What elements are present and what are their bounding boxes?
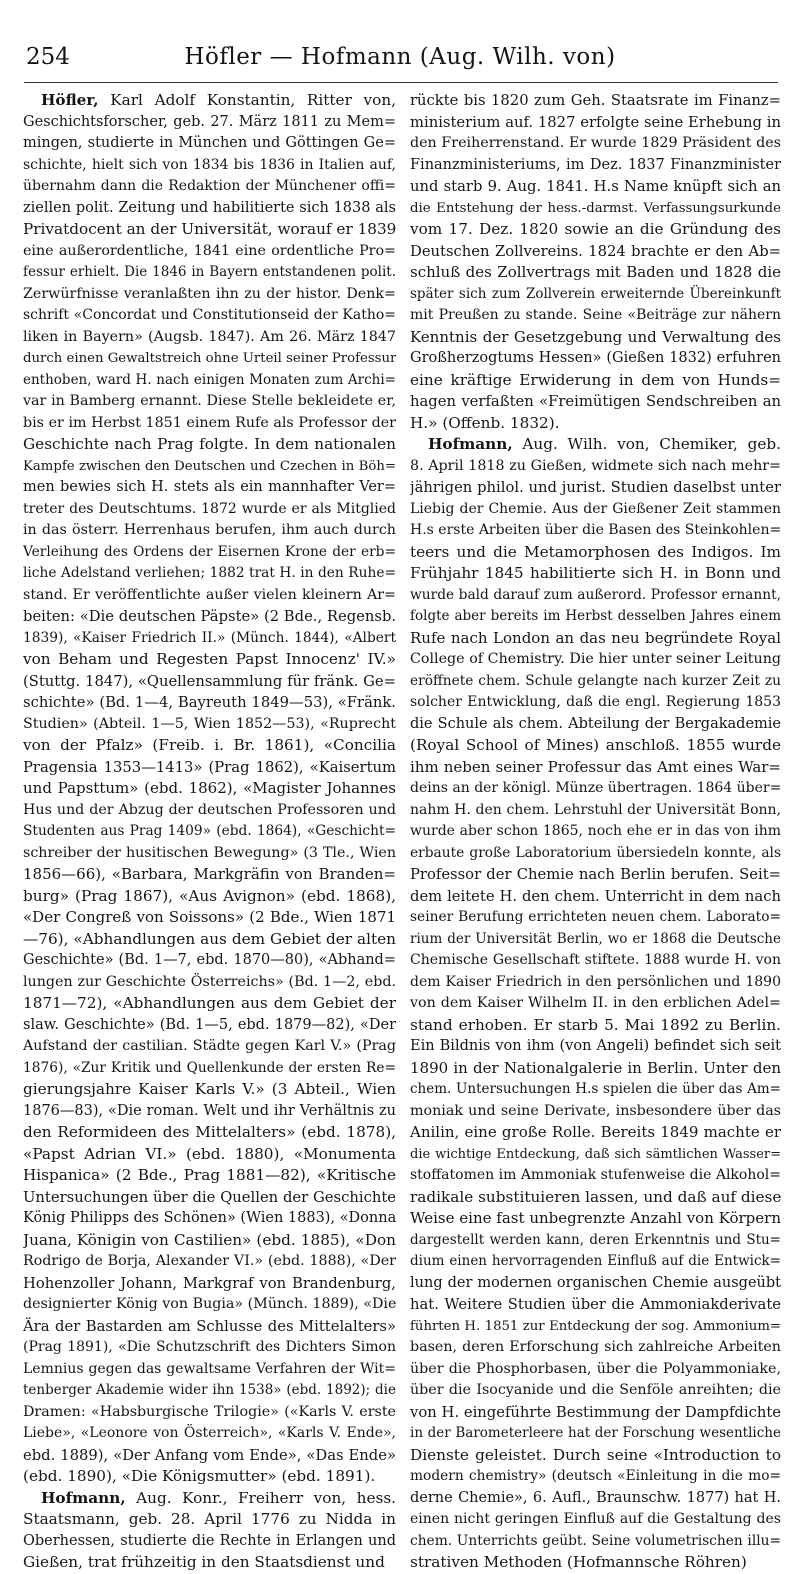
text-line: in das österr. Herrenhaus berufen, ihm auch durch	[23, 522, 396, 538]
text-line: Liebig der Chemie. Aus der Gießener Zeit stammen	[410, 500, 781, 517]
text-line: Hohenzoller Johann, Markgraf von Brandenburg,	[23, 1274, 396, 1292]
text-line: ihm neben seiner Professur das Amt eines War=	[410, 757, 781, 776]
text-line: Geschichte» (Bd. 1—7, ebd. 1870—80), «Abhand=	[23, 952, 396, 968]
text-line: Frühjahr 1845 habilitierte sich H. in Bonn und	[410, 564, 781, 582]
text-line: Professor der Chemie nach Berlin berufen. Seit=	[410, 866, 781, 883]
text-line: vom 17. Dez. 1820 sowie an die Gründung des	[410, 220, 781, 238]
entry-headword: Höfler,	[41, 91, 99, 109]
text-line: über die Isocyanide und die Senföle anreihten; die	[410, 1382, 781, 1398]
text-line: stand. Er veröffentlichte außer vielen kleinern Ar=	[23, 586, 396, 603]
text-line: den Reformideen des Mittelalters» (ebd. 1878),	[23, 1123, 396, 1141]
text-line: (Royal School of Mines) anschloß. 1855 wurde	[410, 736, 781, 754]
text-line: chem. Untersuchungen H.s spielen die über das Am=	[410, 1081, 781, 1097]
text-line: König Philipps des Schönen» (Wien 1883), «Donna	[23, 1210, 396, 1226]
text-line: Geschichtsforscher, geb. 27. März 1811 zu Mem=	[23, 113, 396, 130]
text-line: von dem Kaiser Wilhelm II. in den erblichen Adel=	[410, 995, 781, 1011]
entry-headword: Hofmann,	[41, 1488, 126, 1507]
text-line: einen nicht geringen Einfluß auf die Gestaltung des	[410, 1511, 781, 1527]
text-line: 8. April 1818 zu Gießen, widmete sich nach mehr=	[410, 457, 781, 474]
text-line: Anilin, eine große Rolle. Bereits 1849 machte er	[410, 1123, 781, 1141]
text-line: moniak und seine Derivate, insbesondere über das	[410, 1102, 781, 1119]
text-line: später sich zum Zollverein erweiternde Übereinkunft	[410, 285, 781, 302]
text-line: die wichtige Entdeckung, daß sich sämtlichen Wasser=	[410, 1146, 781, 1162]
text-line: Rodrigo de Borja, Alexander VI.» (ebd. 1888), «Der	[23, 1253, 396, 1269]
text-line: Studien» (Abteil. 1—5, Wien 1852—53), «Ruprecht	[23, 715, 396, 732]
text-line: Großherzogtums Hessen» (Gießen 1832) erfuhren	[410, 350, 781, 366]
text-line: Zerwürfnisse veranlaßten ihn zu der histor. Denk=	[23, 285, 396, 302]
right-column	[410, 90, 781, 1574]
text-line: Untersuchungen über die Quellen der Geschichte	[23, 1188, 396, 1206]
text-line: die Schule als chem. Abteilung der Bergakademie	[410, 715, 781, 732]
text-line: Ära der Bastarden am Schlusse des Mittelalters»	[23, 1317, 396, 1335]
text-line: hat. Weitere Studien über die Ammoniakderivate	[410, 1296, 781, 1313]
text-line: Aufstand der castilian. Städte gegen Karl V.» (Prag	[23, 1038, 396, 1054]
text-line: in der Barometerleere hat der Forschung wesentliche	[410, 1425, 781, 1441]
text-line: Kenntnis der Gesetzgebung und Verwaltung des	[410, 327, 781, 346]
text-line: 1876—83), «Die roman. Welt und ihr Verhältnis zu	[23, 1102, 396, 1119]
text-line: dargestellt werden kann, deren Erkenntnis und Stu=	[410, 1231, 781, 1248]
text-line: rückte bis 1820 zum Geh. Staatsrate im Finanz=	[410, 92, 781, 109]
text-line: eine kräftige Erwiderung in dem von Hunds=	[410, 370, 781, 389]
text-line: —76), «Abhandlungen aus dem Gebiet der alten	[23, 929, 396, 948]
text-line: stand erhoben. Er starb 5. Mai 1892 zu Berlin.	[410, 1015, 781, 1034]
page-header	[0, 42, 800, 82]
text-line: rium der Universität Berlin, wo er 1868 die Deutsche	[410, 930, 781, 947]
entry-headword: Hofmann,	[428, 435, 513, 453]
dictionary-entry	[410, 434, 781, 1574]
text-line: Dienste geleistet. Durch seine «Introduction to	[410, 1445, 781, 1464]
text-line: die Entstehung der hess.-darmst. Verfassungsurkunde	[410, 200, 781, 216]
text-line: jährigen philol. und jurist. Studien daselbst unter	[410, 479, 781, 496]
text-line: Hispanica» (2 Bde., Prag 1881—82), «Kritische	[23, 1166, 396, 1184]
text-line: burg» (Prag 1867), «Aus Avignon» (ebd. 1868),	[23, 886, 396, 905]
text-line: stoffatomen im Ammoniak stufenweise die Alkohol=	[410, 1167, 781, 1183]
header-rule	[24, 82, 778, 83]
dictionary-entry	[23, 90, 396, 1488]
text-line: strativen Methoden (Hofmannsche Röhren)	[410, 1553, 747, 1571]
text-line: men bewies sich H. stets als ein mannhafter Ver=	[23, 479, 396, 495]
text-line: hagen verfaßten «Freimütigen Sendschreiben an	[410, 393, 781, 410]
text-line: Privatdocent an der Universität, worauf er 1839	[23, 220, 396, 238]
text-line: übernahm dann die Redaktion der Münchener offi=	[23, 178, 396, 194]
text-line: Juana, Königin von Castilien» (ebd. 1885), «Don	[23, 1230, 396, 1249]
text-line: radikale substituieren lassen, und daß auf diese	[410, 1187, 781, 1206]
text-line: Staatsmann, geb. 28. April 1776 zu Nidda in	[23, 1510, 396, 1528]
text-line: schreiber der husitischen Bewegung» (3 Tle., Wien	[23, 844, 396, 861]
text-line: designierter König von Bugia» (Münch. 1889), «Die	[23, 1296, 396, 1312]
left-column	[23, 90, 396, 1574]
text-line: über die Phosphorbasen, über die Polyammoniake,	[410, 1360, 781, 1377]
text-line: von der Pfalz» (Freib. i. Br. 1861), «Concilia	[23, 736, 396, 754]
text-line: chem. Unterrichts geübt. Seine volumetrischen illu=	[410, 1532, 781, 1549]
text-line: modern chemistry» (deutsch «Einleitung in die mo=	[410, 1468, 781, 1484]
text-line: 1871—72), «Abhandlungen aus dem Gebiet der	[23, 994, 396, 1012]
text-line: H.» (Offenb. 1832).	[410, 413, 560, 432]
text-line: (ebd. 1890), «Die Königsmutter» (ebd. 1891).	[23, 1467, 376, 1485]
text-line: schichte, hielt sich von 1834 bis 1836 in Italien auf,	[23, 156, 396, 173]
text-line: nahm H. den chem. Lehrstuhl der Universität Bonn,	[410, 801, 781, 818]
text-line: derne Chemie», 6. Aufl., Braunschw. 1877) hat H.	[410, 1489, 781, 1506]
text-line: lungen zur Geschichte Österreichs» (Bd. 1—2, ebd.	[23, 973, 396, 990]
text-line: führten H. 1851 zur Entdeckung der sog. Ammonium=	[410, 1318, 781, 1334]
text-line: slaw. Geschichte» (Bd. 1—5, ebd. 1879—82), «Der	[23, 1016, 396, 1033]
text-line: schichte» (Bd. 1—4, Bayreuth 1849—53), «Fränk.	[23, 694, 396, 711]
text-line: (Prag 1891), «Die Schutzschrift des Dichters Simon	[23, 1339, 396, 1355]
text-line: schrift «Concordat und Constitutionseid der Katho=	[23, 307, 396, 323]
text-line: (Stuttg. 1847), «Quellensammlung für fränk. Ge=	[23, 672, 396, 690]
text-line: deins an der königl. Münze übertragen. 1864 über=	[410, 780, 781, 796]
text-line: Kampfe zwischen den Deutschen und Czechen in Böh=	[23, 458, 396, 474]
text-line: 1856—66), «Barbara, Markgräfin von Branden=	[23, 865, 396, 883]
entry-text: Aug. Konr., Freiherr von, hess.	[125, 1488, 396, 1507]
text-line: enthoben, ward H. nach einigen Monaten zum Archi=	[23, 371, 396, 388]
text-line: liche Adelstand verliehen; 1882 trat H. in den Ruhe=	[23, 565, 396, 581]
text-line: dium einen hervorragenden Einfluß auf die Entwick=	[410, 1253, 781, 1269]
text-line: H.s erste Arbeiten über die Basen des Steinkohlen=	[410, 522, 781, 538]
text-line: wurde bald darauf zum außerord. Professor ernannt,	[410, 586, 781, 603]
text-line: Dramen: «Habsburgische Trilogie» («Karls V. erste	[23, 1403, 396, 1420]
text-line: Ein Bildnis von ihm (von Angeli) befindet sich seit	[410, 1038, 781, 1054]
text-line: schluß des Zollvertrags mit Baden und 1828 die	[410, 263, 781, 281]
text-line: var in Bamberg ernannt. Diese Stelle bekleidete er,	[23, 393, 396, 409]
text-line	[23, 1488, 396, 1510]
text-line: Gießen, trat frühzeitig in den Staatsdienst und	[23, 1553, 385, 1571]
text-line: ziellen polit. Zeitung und habilitierte sich 1838 als	[23, 199, 396, 216]
text-line: Studenten aus Prag 1409» (ebd. 1864), «Geschicht=	[23, 823, 396, 839]
text-line: dem leitete H. den chem. Unterricht in dem nach	[410, 887, 781, 905]
text-line: Finanzministeriums, im Dez. 1837 Finanzminister	[410, 156, 781, 173]
text-line: seiner Berufung errichteten neuen chem. Laborato=	[410, 909, 781, 925]
text-line: Weise eine fast unbegrenzte Anzahl von Körpern	[410, 1209, 781, 1227]
text-line: gierungsjahre Kaiser Karls V.» (3 Abteil., Wien	[23, 1080, 396, 1098]
text-line: teers und die Metamorphosen des Indigos. Im	[410, 542, 781, 561]
text-line: mingen, studierte in München und Göttingen Ge=	[23, 135, 396, 151]
text-line: mit Preußen zu stande. Seine «Beiträge zur nähern	[410, 307, 781, 323]
text-line: folgte aber bereits im Herbst desselben Jahres einem	[410, 608, 781, 624]
text-line: Geschichte nach Prag folgte. In dem nationalen	[23, 435, 396, 453]
text-line: «Der Congreß von Soissons» (2 Bde., Wien 1871	[23, 908, 396, 926]
page-number: 254	[26, 44, 70, 70]
text-line: durch einen Gewaltstreich ohne Urteil seiner Professur	[23, 351, 396, 366]
text-line: College of Chemistry. Die hier unter seiner Leitung	[410, 651, 781, 667]
entry-continuation	[410, 90, 781, 434]
text-line: treter des Deutschtums. 1872 wurde er als Mitglied	[23, 500, 396, 517]
text-line: lung der modernen organischen Chemie ausgeübt	[410, 1274, 781, 1291]
text-line: fessur erhielt. Die 1846 in Bayern entstandenen polit.	[23, 264, 396, 280]
text-line: eröffnete chem. Schule gelangte nach kurzer Zeit zu	[410, 672, 781, 689]
text-line: ministerium auf. 1827 erfolgte seine Erhebung in	[410, 113, 781, 131]
text-line: 1876), «Zur Kritik und Quellenkunde der ersten Re=	[23, 1059, 396, 1076]
text-line: Chemische Gesellschaft stiftete. 1888 wurde H. von	[410, 952, 781, 968]
text-line: von H. eingeführte Bestimmung der Dampfdichte	[410, 1403, 781, 1421]
text-line: tenberger Akademie wider ihn 1538» (ebd. 1892); die	[23, 1382, 396, 1398]
text-line: Liebe», «Leonore von Österreich», «Karls V. Ende»,	[23, 1425, 396, 1441]
text-line: und starb 9. Aug. 1841. H.s Name knüpft sich an	[410, 178, 781, 195]
text-line: Hus und der Abzug der deutschen Professoren und	[23, 801, 396, 818]
text-line: den Freiherrenstand. Er wurde 1829 Präsident des	[410, 135, 781, 151]
dictionary-entry	[23, 1488, 396, 1574]
text-line: solcher Entwicklung, daß die engl. Regierung 1853	[410, 694, 781, 710]
text-line	[410, 434, 781, 456]
running-head: Höfler — Hofmann (Aug. Wilh. von)	[184, 44, 616, 70]
text-line: eine außerordentliche, 1841 eine ordentliche Pro=	[23, 242, 396, 259]
text-line: Rufe nach London an das neu begründete Royal	[410, 628, 781, 647]
text-line: «Papst Adrian VI.» (ebd. 1880), «Monumenta	[23, 1144, 396, 1163]
text-line	[23, 90, 396, 112]
text-line: dem Kaiser Friedrich in den persönlichen und 1890	[410, 973, 781, 990]
text-line: und Papsttum» (ebd. 1862), «Magister Johannes	[23, 779, 396, 797]
text-line: liken in Bayern» (Augsb. 1847). Am 26. März 1847	[23, 328, 396, 345]
text-line: basen, deren Erforschung sich zahlreiche Arbeiten	[410, 1339, 781, 1355]
text-line: Verleihung des Ordens der Eisernen Krone der erb=	[23, 543, 396, 560]
entry-text: Karl Adolf Konstantin, Ritter von,	[98, 91, 396, 109]
text-line: 1839), «Kaiser Friedrich II.» (Münch. 1844), «Albert	[23, 629, 396, 646]
text-line: Lemnius gegen das gewaltsame Verfahren der Wit=	[23, 1360, 396, 1377]
text-line: Oberhessen, studierte die Rechte in Erlangen und	[23, 1532, 396, 1549]
text-line: 1890 in der Nationalgalerie in Berlin. Unter den	[410, 1058, 781, 1077]
text-line: von Beham und Regesten Papst Innocenz' IV.»	[23, 650, 396, 668]
text-line: Deutschen Zollvereins. 1824 brachte er den Ab=	[410, 242, 781, 260]
text-line: wurde aber schon 1865, noch ehe er in das von ihm	[410, 823, 781, 839]
text-line: ebd. 1889), «Der Anfang vom Ende», «Das Ende»	[23, 1446, 396, 1464]
text-line: Pragensia 1353—1413» (Prag 1862), «Kaisertum	[23, 758, 396, 776]
text-line: bis er im Herbst 1851 einem Rufe als Professor der	[23, 414, 396, 431]
text-line: beiten: «Die deutschen Päpste» (2 Bde., Regensb.	[23, 608, 396, 625]
text-line: erbaute große Laboratorium übersiedeln konnte, als	[410, 844, 781, 861]
entry-text: Aug. Wilh. von, Chemiker, geb.	[512, 435, 781, 453]
